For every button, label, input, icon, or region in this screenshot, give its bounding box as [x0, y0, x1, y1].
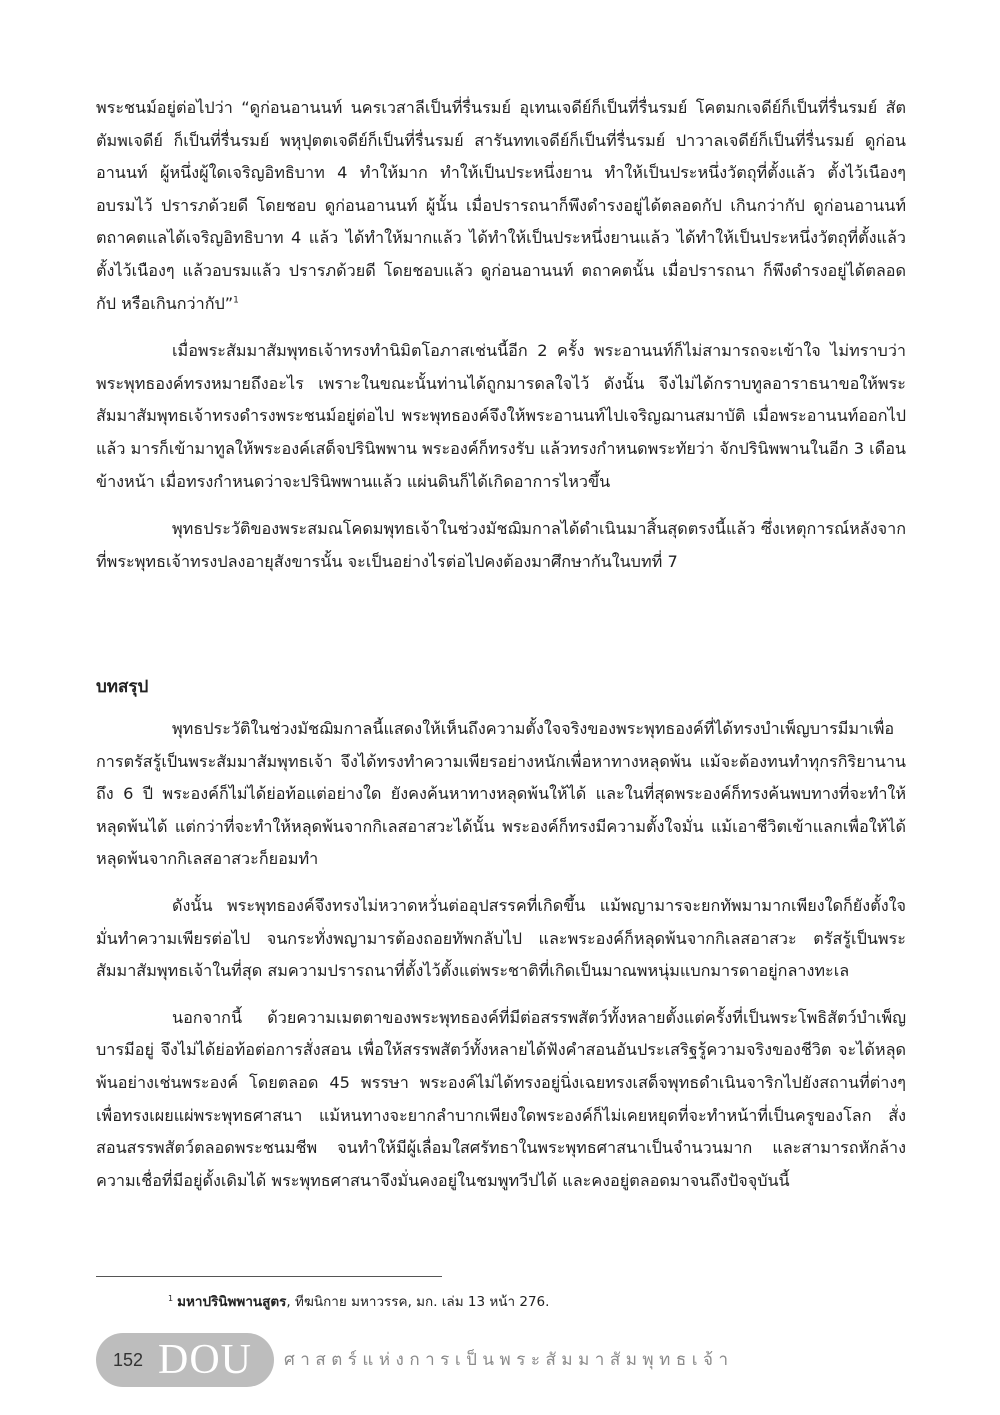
footnote — [168, 1292, 549, 1312]
summary-paragraph-3: นอกจากนี้ ด้วยความเมตตาของพระพุทธองค์ที่มีต่อสรรพสัตว์ทั้งหลายตั้งแต่ครั้งที่เป็นพระโพธิสัตว์บำเพ็ญบารมีอยู่ จึงไม่ได้ย่อท้อต่อการสั่งสอน เพื่อให้สรรพสัตว์ทั้งหลายได้ฟังคำสอนอันประเสริฐรู้ความจริงของชีวิต จะได้หลุดพ้นอย่างเช่นพระองค์ โดยตลอด 45 พรรษา พระองค์ไม่ได้ทรงอยู่นิ่งเฉยทรงเสด็จพุทธดำเนินจาริกไปยังสถานที่ต่างๆ เพื่อทรงเผยแผ่พระพุทธศาสนา แม้หนทางจะยากลำบากเพียงใดพระองค์ก็ไม่เคยหยุดที่จะทำหน้าที่เป็นครูของโลก สั่งสอนสรรพสัตว์ตลอดพระชนมชีพ จนทำให้มีผู้เลื่อมใสศรัทธาในพระพุทธศาสนาเป็นจำนวนมาก และสามารถหักล้างความเชื่อที่มีอยู่ดั้งเดิมได้ พระพุทธศาสนาจึงมั่นคงอยู่ในชมพูทวีปได้ และคงอยู่ตลอดมาจนถึงปัจจุบันนี้ — [96, 1007, 906, 1190]
continuation-paragraph — [96, 92, 906, 320]
footnote-source-title: มหาปรินิพพานสูตร — [177, 1294, 287, 1310]
summary-heading: บทสรุป — [96, 677, 149, 697]
footnote-divider — [96, 1276, 442, 1277]
summary-block — [96, 713, 906, 1197]
continuation-paragraph-text: พระชนม์อยู่ต่อไปว่า “ดูก่อนอานนท์ นครเวสาลีเป็นที่รื่นรมย์ อุเทนเจดีย์ก็เป็นที่รื่นรมย์ โคตมกเจดีย์ก็เป็นที่รื่นรมย์ สัตตัมพเจดีย์ ก็เป็นที่รื่นรมย์ พหุปุตตเจดีย์ก็เป็นที่รื่นรมย์ สารันททเจดีย์ก็เป็นที่รื่นรมย์ ปาวาลเจดีย์ก็เป็นที่รื่นรมย์ ดูก่อนอานนท์ ผู้หนึ่งผู้ใดเจริญอิทธิบาท 4 ทำให้มาก ทำให้เป็นประหนึ่งยาน ทำให้เป็นประหนึ่งวัตถุที่ตั้งแล้ว ตั้งไว้เนืองๆ อบรมไว้ ปรารภด้วยดี โดยชอบ ดูก่อนอานนท์ ผู้นั้น เมื่อปรารถนาก็พึงดำรงอยู่ได้ตลอดกัป เกินกว่ากัป ดูก่อนอานนท์ ตถาคตแลได้เจริญอิทธิบาท 4 แล้ว ได้ทำให้มากแล้ว ได้ทำให้เป็นประหนึ่งยานแล้ว ได้ทำให้เป็นประหนึ่งวัตถุที่ตั้งแล้ว ตั้งไว้เนืองๆ แล้วอบรมแล้ว ปรารภด้วยดี โดยชอบแล้ว ดูก่อนอานนท์ ตถาคตนั้น เมื่อปรารถนา ก็พึงดำรงอยู่ได้ตลอดกัป หรือเกินกว่ากัป” — [96, 98, 906, 313]
dou-logo: DOU — [158, 1337, 252, 1383]
page-number: 152 — [112, 1350, 144, 1370]
body-paragraph-2: เมื่อพระสัมมาสัมพุทธเจ้าทรงทำนิมิตโอภาสเช่นนี้อีก 2 ครั้ง พระอานนท์ก็ไม่สามารถจะเข้าใจ ไม่ทราบว่าพระพุทธองค์ทรงหมายถึงอะไร เพราะในขณะนั้นท่านได้ถูกมารดลใจไว้ ดังนั้น จึงไม่ได้กราบทูลอาราธนาขอให้พระสัมมาสัมพุทธเจ้าทรงดำรงพระชนม์อยู่ต่อไป พระพุทธองค์จึงให้พระอานนท์ไปเจริญฌานสมาบัติ เมื่อพระอานนท์ออกไปแล้ว มารก็เข้ามาทูลให้พระองค์เสด็จปรินิพพาน พระองค์ก็ทรงรับ แล้วทรงกำหนดพระทัยว่า จักปรินิพพานในอีก 3 เดือนข้างหน้า เมื่อทรงกำหนดว่าจะปรินิพพานแล้ว แผ่นดินก็ได้เกิดอาการไหวขึ้น — [96, 341, 906, 491]
footnote-number: 1 — [168, 1293, 174, 1303]
running-title: ศาสตร์แห่งการเป็นพระสัมมาสัมพุทธเจ้า — [284, 1350, 734, 1370]
summary-paragraph-1: พุทธประวัติในช่วงมัชฌิมกาลนี้แสดงให้เห็นถึงความตั้งใจจริงของพระพุทธองค์ที่ได้ทรงบำเพ็ญบารมีมาเพื่อการตรัสรู้เป็นพระสัมมาสัมพุทธเจ้า จึงได้ทรงทำความเพียรอย่างหนักเพื่อหาทางหลุดพ้น แม้จะต้องทนทำทุกรกิริยานานถึง 6 ปี พระองค์ก็ไม่ได้ย่อท้อแต่อย่างใด ยังคงค้นหาทางหลุดพ้นให้ได้ และในที่สุดพระองค์ก็ทรงค้นพบทางที่จะทำให้หลุดพ้นได้ แต่กว่าที่จะทำให้หลุดพ้นจากกิเลสอาสวะได้นั้น พระองค์ก็ทรงมีความตั้งใจมั่น แม้เอาชีวิตเข้าแลกเพื่อให้ได้หลุดพ้นจากกิเลสอาสวะก็ยอมทำ — [96, 719, 906, 869]
summary-paragraph-2: ดังนั้น พระพุทธองค์จึงทรงไม่หวาดหวั่นต่ออุปสรรคที่เกิดขึ้น แม้พญามารจะยกทัพมามากเพียงใดก็ยังตั้งใจมั่นทำความเพียรต่อไป จนกระทั่งพญามารต้องถอยทัพกลับไป และพระองค์ก็หลุดพ้นจากกิเลสอาสวะ ตรัสรู้เป็นพระสัมมาสัมพุทธเจ้าในที่สุด สมความปรารถนาที่ตั้งไว้ตั้งแต่พระชาติที่เกิดเป็นมาณพหนุ่มแบกมารดาอยู่กลางทะเล — [96, 895, 906, 981]
body-upper-block — [96, 92, 906, 578]
footnote-reference: 1 — [233, 295, 239, 306]
body-paragraph-3: พุทธประวัติของพระสมณโคดมพุทธเจ้าในช่วงมัชฌิมกาลได้ดำเนินมาสิ้นสุดตรงนี้แล้ว ซึ่งเหตุการณ์หลังจากที่พระพุทธเจ้าทรงปลงอายุสังขารนั้น จะเป็นอย่างไรต่อไปคงต้องมาศึกษากันในบทที่ 7 — [96, 519, 906, 571]
footnote-source-detail: , ทีฆนิกาย มหาวรรค, มก. เล่ม 13 หน้า 276. — [286, 1294, 550, 1310]
